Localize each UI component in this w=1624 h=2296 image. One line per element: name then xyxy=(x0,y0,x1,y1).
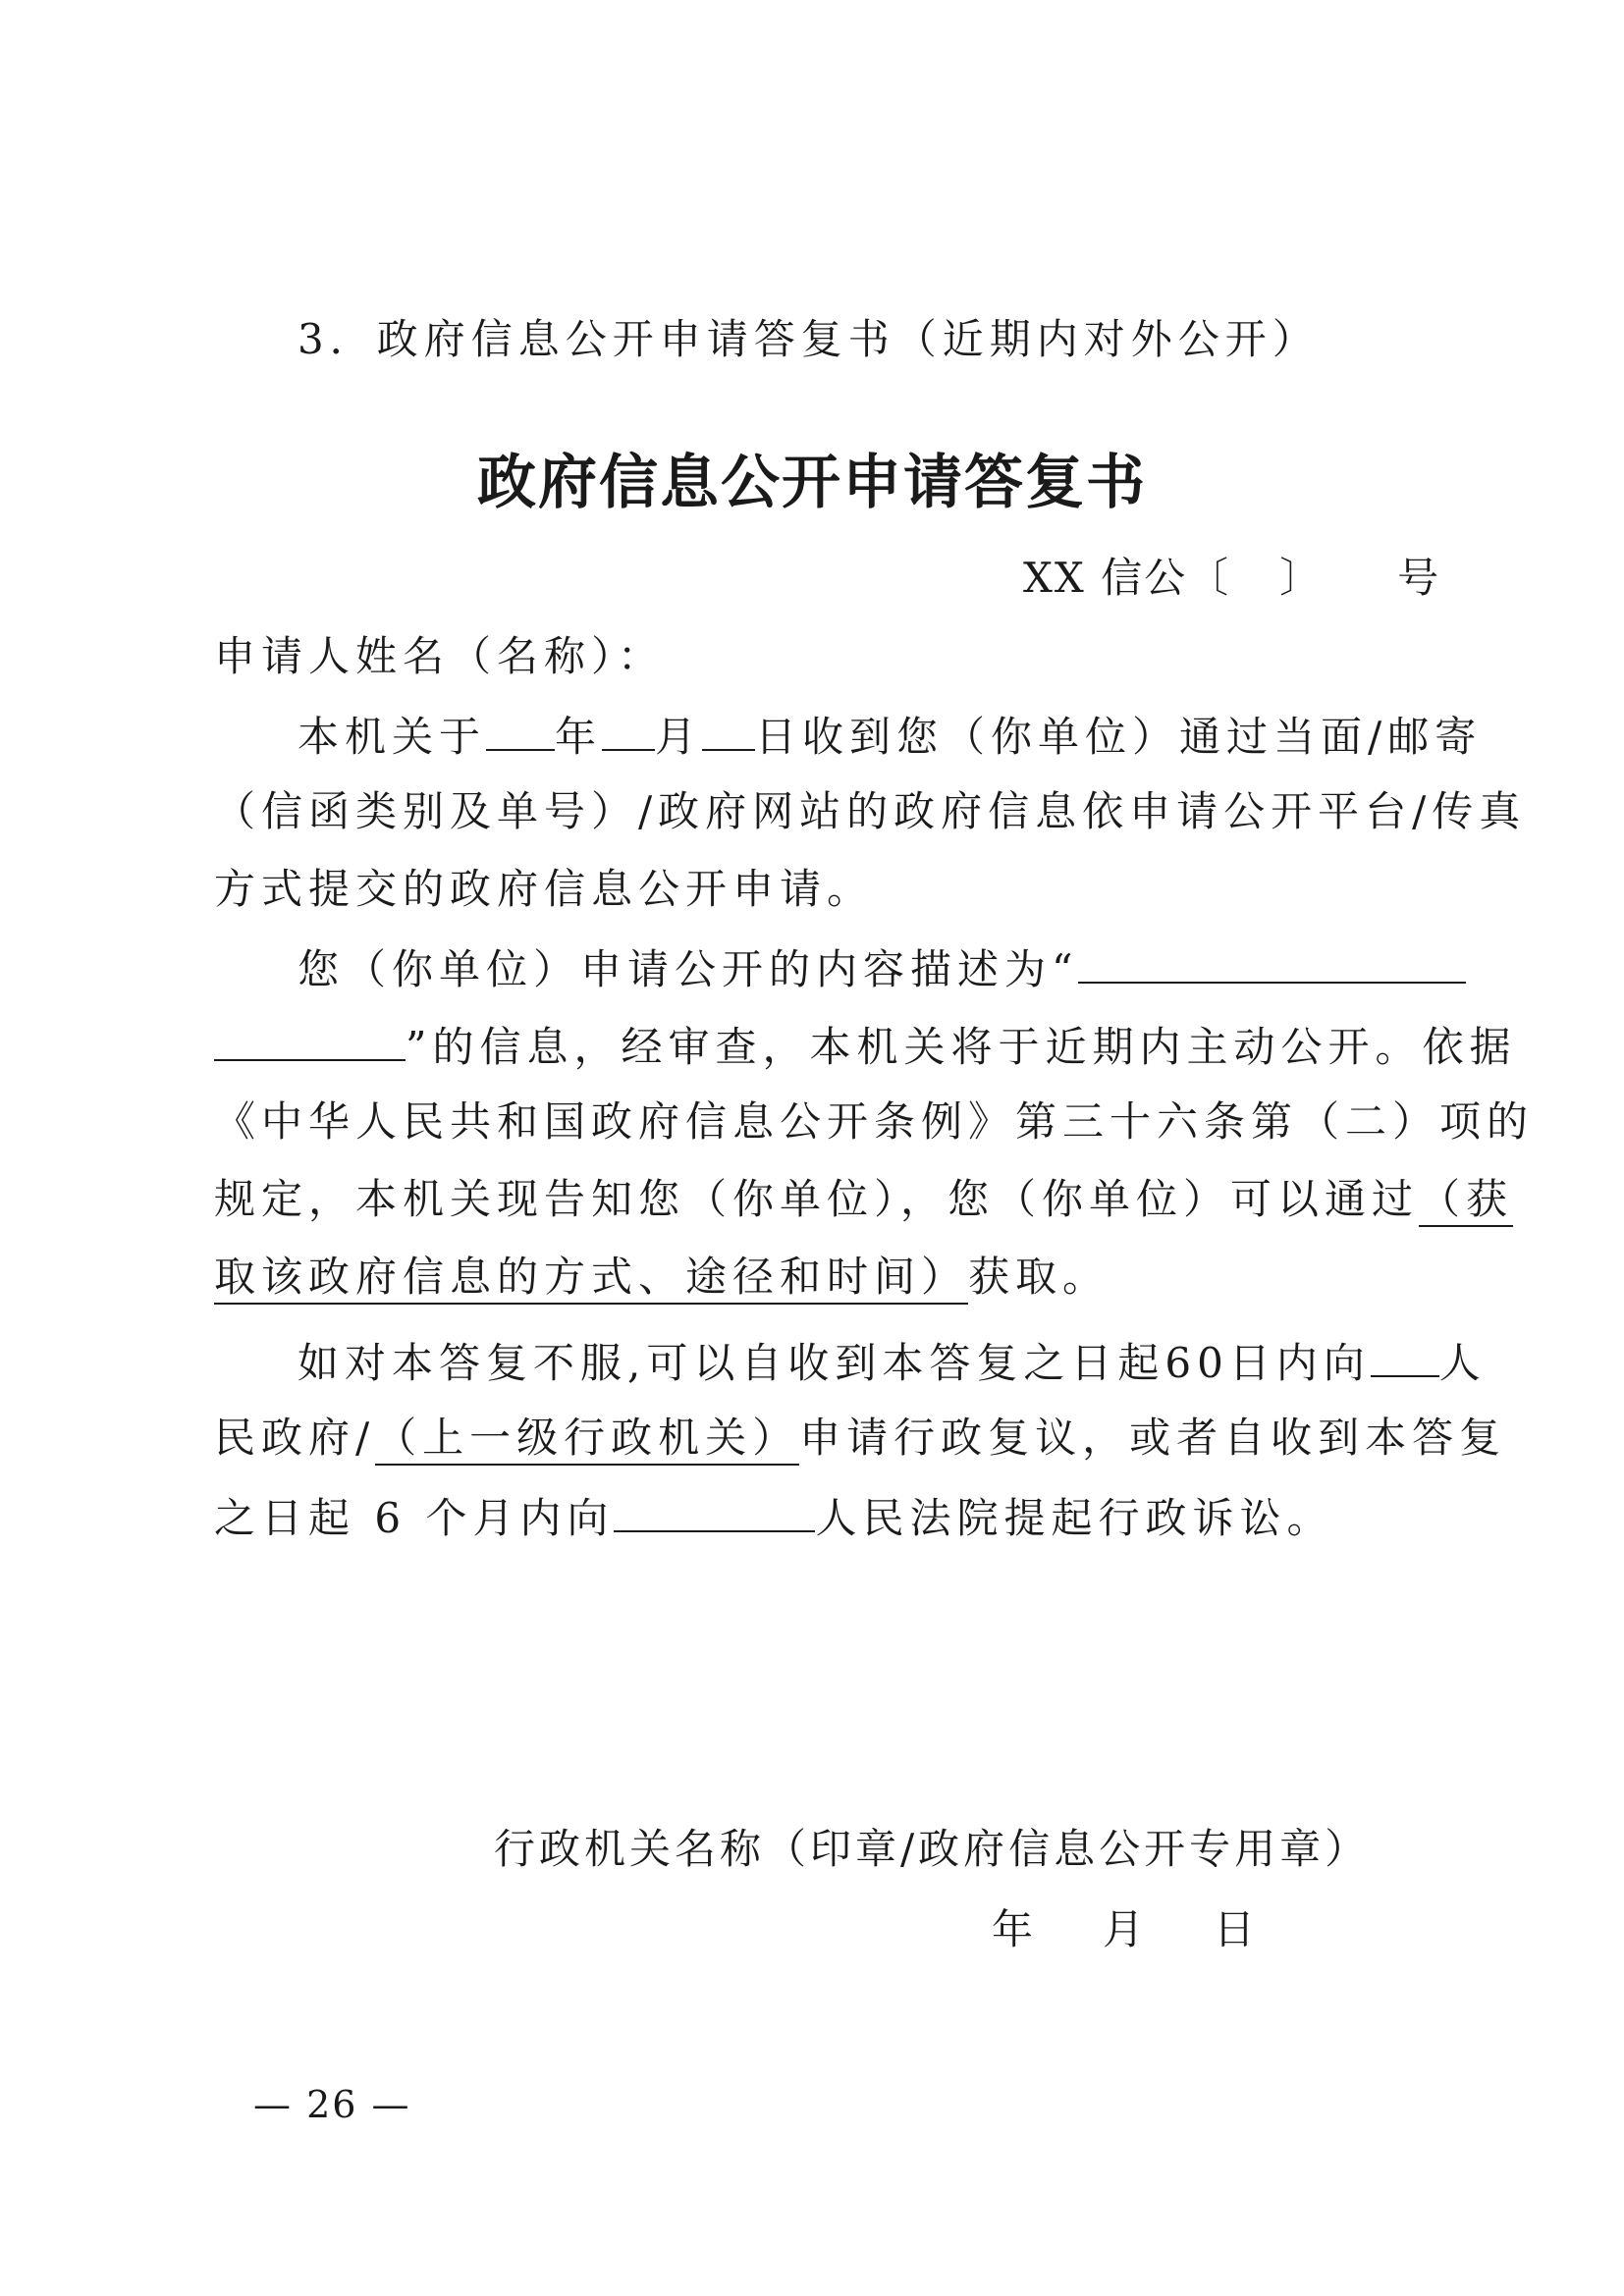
para1-line3: 方式提交的政府信息公开申请。 xyxy=(214,865,875,913)
signature-agency: 行政机关名称（印章/政府信息公开专用章） xyxy=(494,1825,1371,1873)
addressee-line: 申请人姓名（名称）： xyxy=(214,632,666,680)
serial-suffix: 号 xyxy=(1397,554,1441,602)
page-number: — 26 — xyxy=(253,2083,411,2126)
blank-court xyxy=(614,1495,815,1532)
para2-line4: 规定，本机关现告知您（你单位），您（你单位）可以通过（获 xyxy=(214,1179,1513,1220)
document-title: 政府信息公开申请答复书 xyxy=(477,449,1147,517)
para2-line1: 您（你单位）申请公开的内容描述为“ xyxy=(298,946,1466,990)
para3-line2: 民政府/（上一级行政机关）申请行政复议，或者自收到本答复 xyxy=(214,1417,1506,1459)
para1-line1: 本机关于 年 月 日收到您（你单位）通过当面/邮寄 xyxy=(298,713,1483,761)
blank-day xyxy=(702,714,755,751)
signature-day: 日 xyxy=(1214,1905,1262,1953)
signature-month: 月 xyxy=(1103,1905,1151,1953)
serial-prefix: XX 信公〔 xyxy=(1023,554,1231,602)
para2-line3: 《中华人民共和国政府信息公开条例》第三十六条第（二）项的 xyxy=(214,1097,1535,1146)
document-serial xyxy=(1023,554,1441,602)
para3-line3: 之日起 6 个月内向 人民法院提起行政诉讼。 xyxy=(214,1494,1334,1542)
access-method-underline: 取该政府信息的方式、途径和时间） xyxy=(214,1253,968,1305)
blank-month xyxy=(602,714,655,751)
para1-line2: （信函类别及单号）/政府网站的政府信息依申请公开平台/传真 xyxy=(214,787,1527,835)
blank-government xyxy=(1371,1340,1439,1377)
blank-year xyxy=(486,714,555,751)
access-method-underline-start: （获 xyxy=(1419,1175,1513,1227)
blank-description-cont xyxy=(214,1024,406,1061)
blank-description xyxy=(1078,946,1466,984)
serial-middle: 〕 xyxy=(1279,554,1324,602)
signature-year: 年 xyxy=(992,1905,1040,1953)
para3-line1: 如对本答复不服,可以自收到本答复之日起60日内向 人 xyxy=(298,1339,1487,1387)
para2-line2: ”的信息，经审查，本机关将于近期内主动公开。依据 xyxy=(214,1024,1516,1068)
superior-agency-underline: （上一级行政机关） xyxy=(375,1414,799,1466)
section-caption: 3．政府信息公开申请答复书（近期内对外公开） xyxy=(298,315,1320,363)
signature-date xyxy=(992,1905,1262,1953)
para2-line5: 取该政府信息的方式、途径和时间）获取。 xyxy=(214,1256,1110,1298)
